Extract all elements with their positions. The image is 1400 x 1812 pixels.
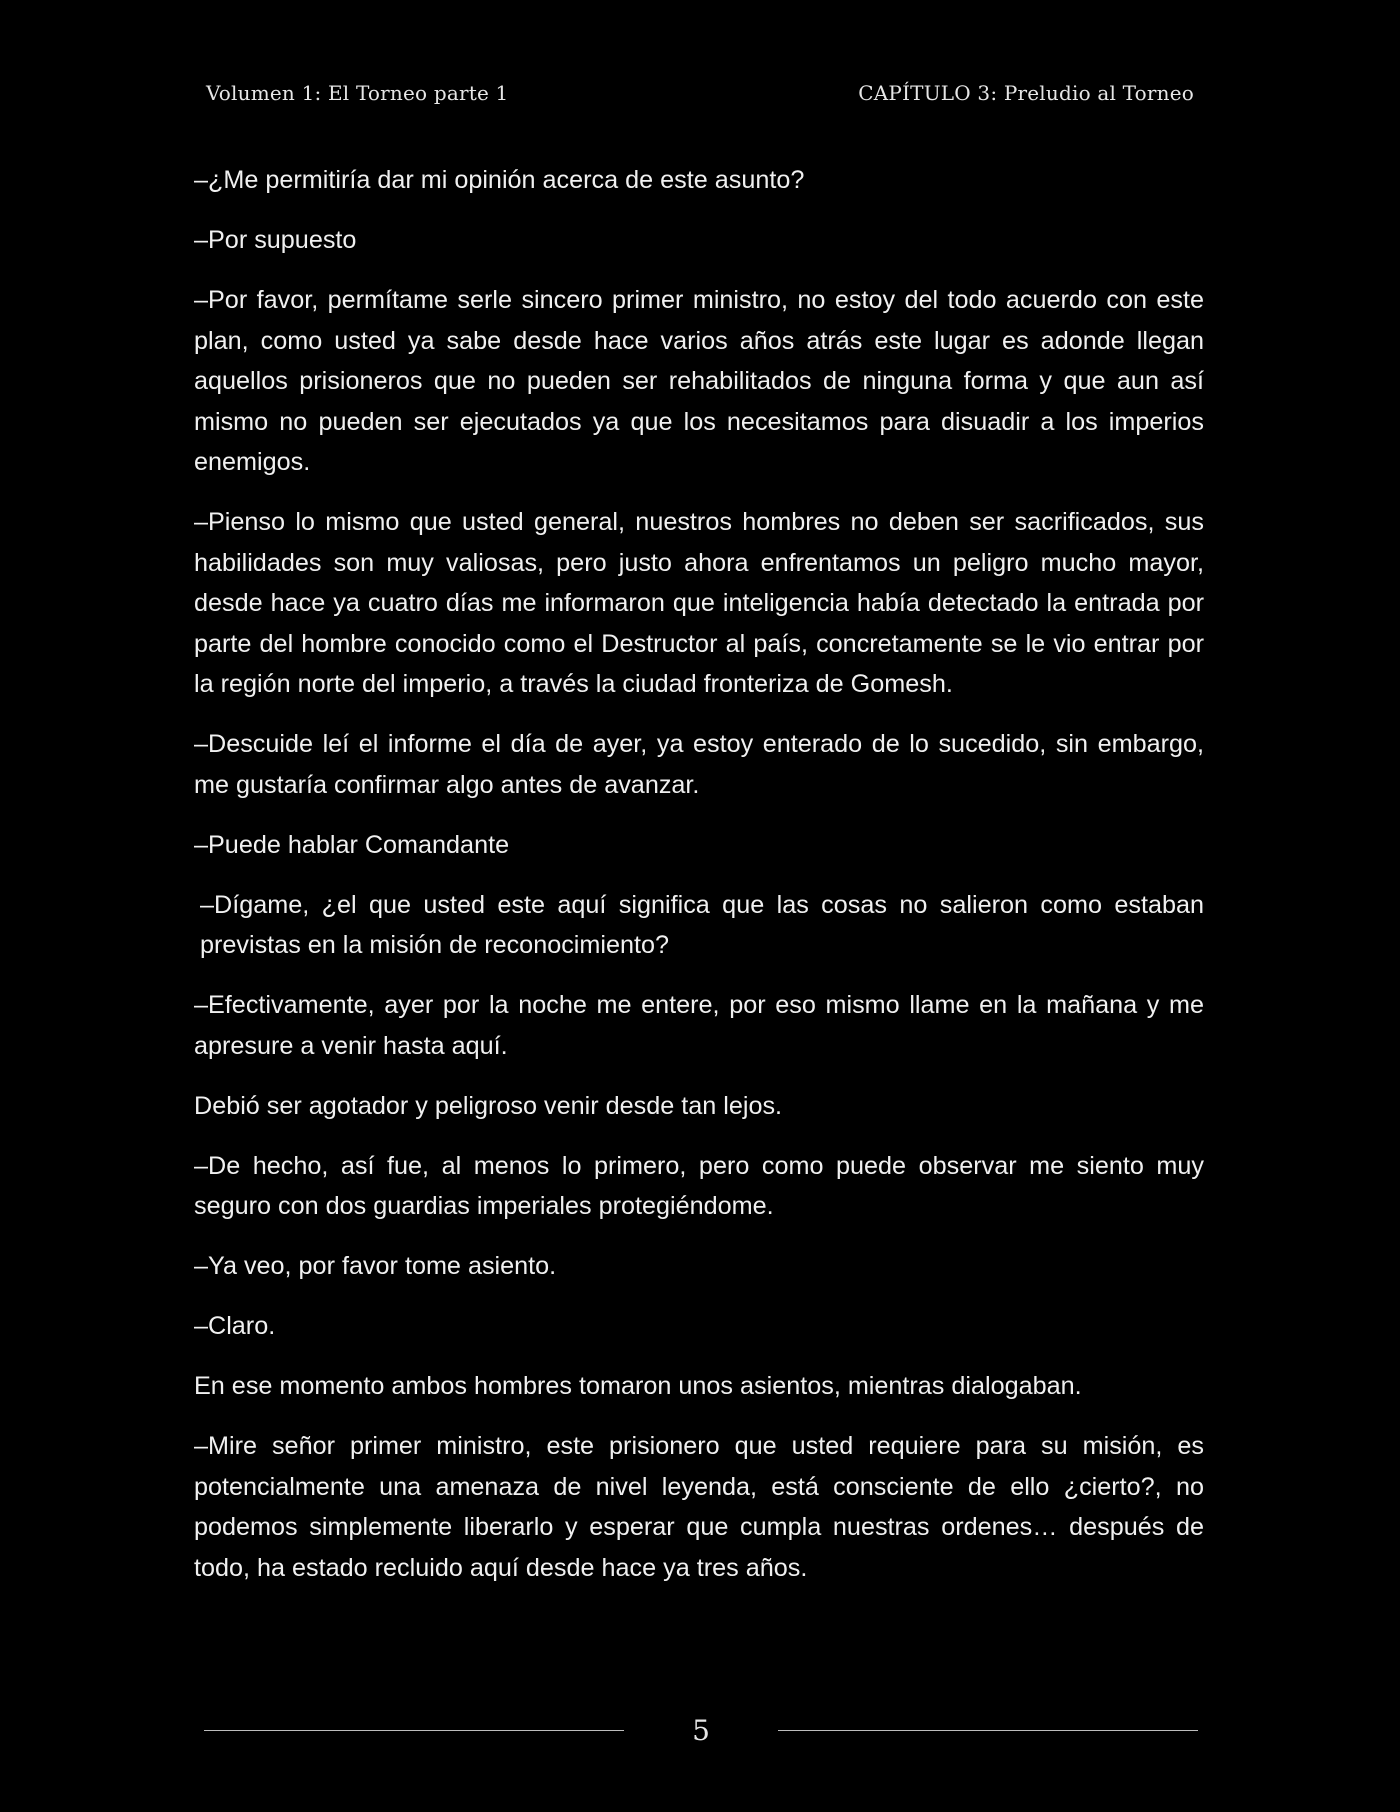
paragraph: –Efectivamente, ayer por la noche me entere, por eso mismo llame en la mañana y me apresure a venir hasta aquí. [194,991,1204,1060]
paragraph: En ese momento ambos hombres tomaron unos asientos, mientras dialogaban. [194,1372,1082,1400]
paragraph: –Mire señor primer ministro, este prisionero que usted requiere para su misión, es potencialmente una amenaza de nivel leyenda, está consciente de ello ¿cierto?, no podemos simplemente liberarlo y esperar que cumpla nuestras ordenes… después de todo, ha estado recluido aquí desde hace ya tres años. [194,1432,1204,1582]
page-number: 5 [692,1713,710,1747]
paragraph: –Ya veo, por favor tome asiento. [194,1252,557,1280]
paragraph: –Puede hablar Comandante [194,830,510,859]
paragraph: –De hecho, así fue, al menos lo primero, pero como puede observar me siento muy seguro con dos guardias imperiales protegiéndome. [194,1151,1204,1220]
paragraph: –Descuide leí el informe el día de ayer, ya estoy enterado de lo sucedido, sin embargo, me gustaría confirmar algo antes de avanzar. [194,730,1204,799]
paragraph: –¿Me permitiría dar mi opinión acerca de este asunto? [194,166,805,194]
paragraph: –Dígame, ¿el que usted este aquí significa que las cosas no salieron como estaban previstas en la misión de reconocimiento? [200,890,1204,959]
paragraph: –Claro. [194,1312,276,1340]
chapter-title: CAPÍTULO 3: Preludio al Torneo [858,81,1194,105]
page-body [194,160,1204,1608]
paragraph: –Pienso lo mismo que usted general, nuestros hombres no deben ser sacrificados, sus habilidades son muy valiosas, pero justo ahora enfrentamos un peligro mucho mayor, desde hace ya cuatro días me informaron que inteligencia había detectado la entrada por parte del hombre conocido como el Destructor al país, concretamente se le vio entrar por la región norte del imperio, a través la ciudad fronteriza de Gomesh. [194,508,1204,698]
paragraph: –Por favor, permítame serle sincero primer ministro, no estoy del todo acuerdo con este plan, como usted ya sabe desde hace varios años atrás este lugar es adonde llegan aquellos prisioneros que no pueden ser rehabilitados de ninguna forma y que aun así mismo no pueden ser ejecutados ya que los necesitamos para disuadir a los imperios enemigos. [194,286,1204,476]
footer-rule-left [204,1730,624,1731]
page-footer [204,1710,1198,1750]
volume-title: Volumen 1: El Torneo parte 1 [206,81,509,105]
running-header [206,78,1194,108]
footer-rule-right [778,1730,1198,1731]
paragraph: –Por supuesto [194,226,357,254]
paragraph: Debió ser agotador y peligroso venir desde tan lejos. [194,1091,783,1120]
